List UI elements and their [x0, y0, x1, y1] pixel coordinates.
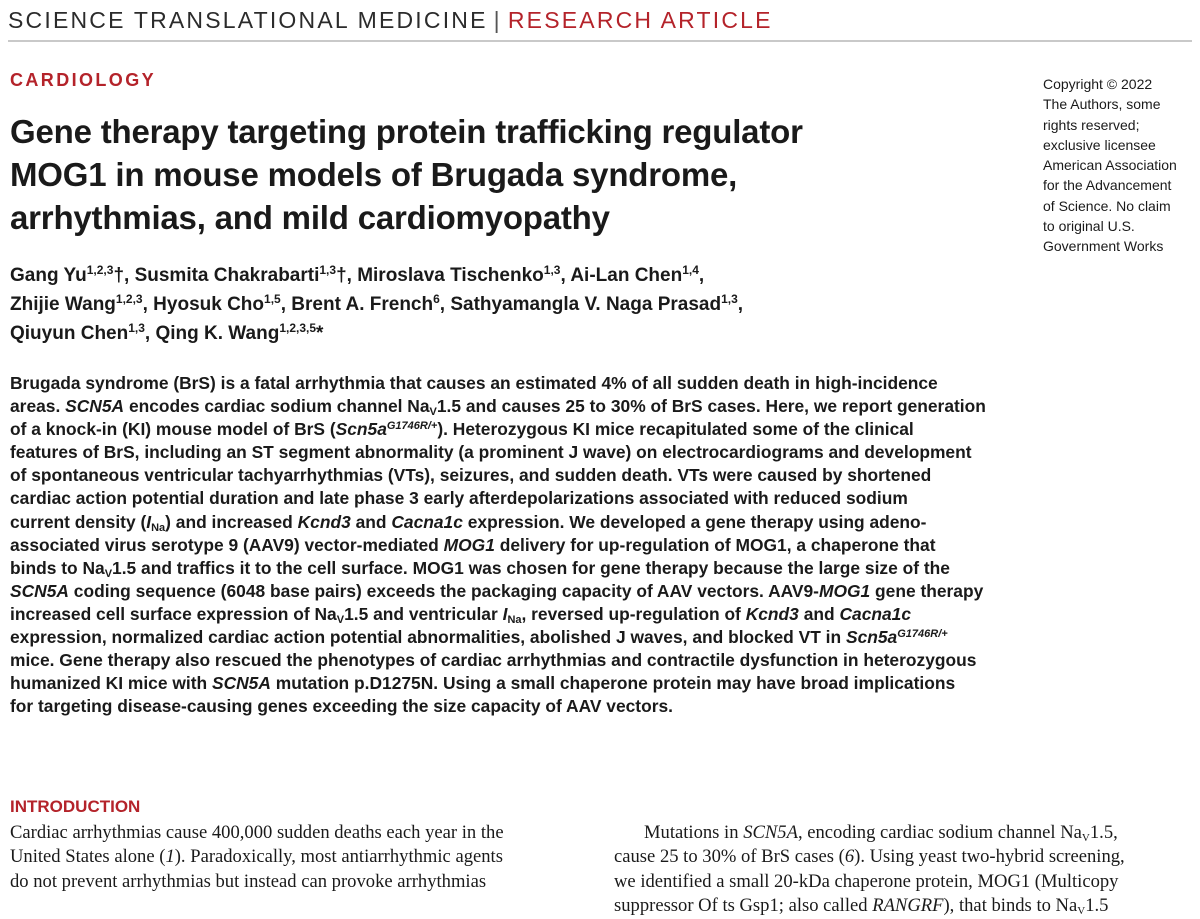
- author-line: Qiuyun Chen$^{1,3}$, Qing K. Wang$^{1,2,3,5}$*: [10, 321, 324, 344]
- citation-link[interactable]: 6: [844, 846, 855, 868]
- author-name[interactable]: Hyosuk Cho: [153, 294, 265, 315]
- header-separator: |: [493, 7, 502, 33]
- abstract-line: cardiac action potential duration and late phase 3 early afterdepolarizations associated with reduced sodium: [10, 488, 908, 509]
- title-line: MOG1 in mouse models of Brugada syndrome,: [10, 156, 738, 193]
- author-affiliation: 1,2,3,5: [279, 321, 317, 335]
- author-affiliation: 1,5: [264, 292, 281, 306]
- abstract-line: features of BrS, including an ST segment abnormality (a prominent J wave) on electrocardiograms and development: [10, 442, 972, 463]
- author-line: Zhijie Wang$^{1,2,3}$, Hyosuk Cho$^{1,5}$, Brent A. French$^6$, Sathyamangla V. Naga Prasad$^{1,3}$,: [10, 292, 744, 315]
- body-column-left: [10, 821, 590, 894]
- author-affiliation: 1,3: [319, 263, 337, 277]
- abstract-line: expression, normalized cardiac action potential abnormalities, abolished J waves, and blocked VT in $Scn5a^{G1746R/+}$: [10, 627, 948, 648]
- journal-header: [8, 4, 1192, 36]
- author-name[interactable]: Sathyamangla V. Naga Prasad: [450, 294, 722, 315]
- copyright-line: The Authors, some: [1043, 96, 1161, 113]
- author-name[interactable]: Zhijie Wang: [10, 294, 116, 315]
- body-column-right: [614, 821, 1196, 919]
- abstract-line: of a knock-in (KI) mouse model of BrS $(Scn5a^{G1746R/+})$. Heterozygous KI mice recapitulated some of the clinical: [10, 419, 914, 440]
- body-line: suppressor Of ts Gsp1; also called RANGRF), that binds to $Na_V1.5$: [614, 895, 1109, 918]
- copyright-line: rights reserved;: [1043, 116, 1140, 133]
- abstract-line: SCN5A coding sequence (6048 base pairs) exceeds the packaging capacity of AAV vectors. AAV9-MOG1 gene therapy: [10, 580, 984, 601]
- article-title: [10, 110, 1010, 239]
- abstract-line: Brugada syndrome (BrS) is a fatal arrhythmia that causes an estimated 4% of all sudden death in high-incidence: [10, 373, 938, 393]
- author-name[interactable]: Gang Yu: [10, 265, 87, 286]
- author-name[interactable]: Qiuyun Chen: [10, 323, 129, 344]
- body-line: Cardiac arrhythmias cause 400,000 sudden deaths each year in the: [10, 822, 504, 843]
- author-affiliation: 1,4: [682, 263, 699, 277]
- copyright-line: to original U.S.: [1043, 218, 1135, 235]
- abstract-line: mice. Gene therapy also rescued the phenotypes of cardiac arrhythmias and contractile dysfunction in heterozygous: [10, 650, 977, 671]
- copyright-line: American Association: [1043, 157, 1177, 174]
- author-affiliation: 1,2,3: [115, 292, 143, 306]
- title-line: Gene therapy targeting protein trafficking regulator: [10, 113, 803, 150]
- copyright-line: exclusive licensee: [1043, 136, 1156, 153]
- copyright-line: Government Works: [1043, 238, 1164, 255]
- author-name[interactable]: Ai-Lan Chen: [570, 265, 683, 286]
- copyright-line: of Science. No claim: [1043, 197, 1171, 214]
- copyright-notice: [1043, 74, 1193, 257]
- body-line: United States alone (1). Paradoxically, most antiarrhythmic agents: [10, 846, 503, 868]
- author-name[interactable]: Susmita Chakrabarti: [134, 265, 320, 286]
- abstract-line: areas. SCN5A encodes cardiac sodium channel $Na_V1.5$ and causes 25 to 30% of BrS cases. Here, we report generation: [10, 396, 986, 419]
- body-line: we identified a small 20-kDa chaperone protein, MOG1 (Multicopy: [614, 870, 1119, 892]
- author-name[interactable]: Miroslava Tischenko: [357, 265, 544, 286]
- copyright-line: Copyright © 2022: [1043, 76, 1153, 92]
- author-affiliation: 6: [433, 292, 440, 306]
- title-line: arrhythmias, and mild cardiomyopathy: [10, 199, 610, 236]
- author-affiliation: 1,2,3: [86, 263, 114, 277]
- author-line: Gang Yu$^{1,2,3}$†, Susmita Chakrabarti$^{1,3}$†, Miroslava Tischenko$^{1,3}$, Ai-Lan Chen$^{1,4}$,: [10, 263, 705, 286]
- abstract-line: increased cell surface expression of $Na_V1.5$ and ventricular $I_{Na}$, reversed up-regulation of Kcnd3 and Cacna1c: [10, 603, 912, 626]
- body-line: Mutations in SCN5A, encoding cardiac sodium channel $Na_V1.5$,: [644, 822, 1118, 844]
- citation-link[interactable]: 1: [165, 846, 175, 868]
- author-affiliation: 1,3: [543, 263, 561, 277]
- author-name[interactable]: Brent A. French: [291, 294, 434, 315]
- copyright-line: for the Advancement: [1043, 177, 1172, 194]
- author-name[interactable]: Qing K. Wang: [155, 323, 280, 344]
- abstract: [10, 372, 1010, 718]
- abstract-line: current density $(I_{Na})$ and increased Kcnd3 and Cacna1c expression. We developed a gene therapy using adeno-: [10, 511, 927, 534]
- abstract-line: of spontaneous ventricular tachyarrhythmias (VTs), seizures, and sudden death. VTs were caused by shortened: [10, 465, 932, 486]
- abstract-line: binds to $Na_V1.5$ and traffics it to the cell surface. MOG1 was chosen for gene therapy because the large size of the: [10, 557, 950, 580]
- author-mark: †: [336, 265, 347, 286]
- article-type: RESEARCH ARTICLE: [507, 7, 773, 33]
- body-line: cause 25 to 30% of BrS cases (6). Using yeast two-hybrid screening,: [614, 846, 1125, 868]
- corresponding-author-mark: *: [316, 323, 324, 344]
- author-affiliation: 1,3: [721, 292, 738, 306]
- journal-name: SCIENCE TRANSLATIONAL MEDICINE: [8, 7, 488, 33]
- body-line: do not prevent arrhythmias but instead can provoke arrhythmias: [10, 870, 487, 892]
- author-affiliation: 1,3: [128, 321, 145, 335]
- abstract-line: for targeting disease-causing genes exceeding the size capacity of AAV vectors.: [10, 696, 673, 717]
- author-list: [10, 261, 1010, 348]
- introduction-heading: INTRODUCTION: [10, 797, 141, 816]
- abstract-line: associated virus serotype 9 (AAV9) vector-mediated MOG1 delivery for up-regulation of MOG1, a chaperone that: [10, 534, 936, 555]
- abstract-line: humanized KI mice with SCN5A mutation p.D1275N. Using a small chaperone protein may have broad implications: [10, 673, 956, 694]
- header-divider: [8, 40, 1192, 42]
- author-mark: †: [113, 265, 125, 286]
- section-tag: CARDIOLOGY: [10, 70, 157, 90]
